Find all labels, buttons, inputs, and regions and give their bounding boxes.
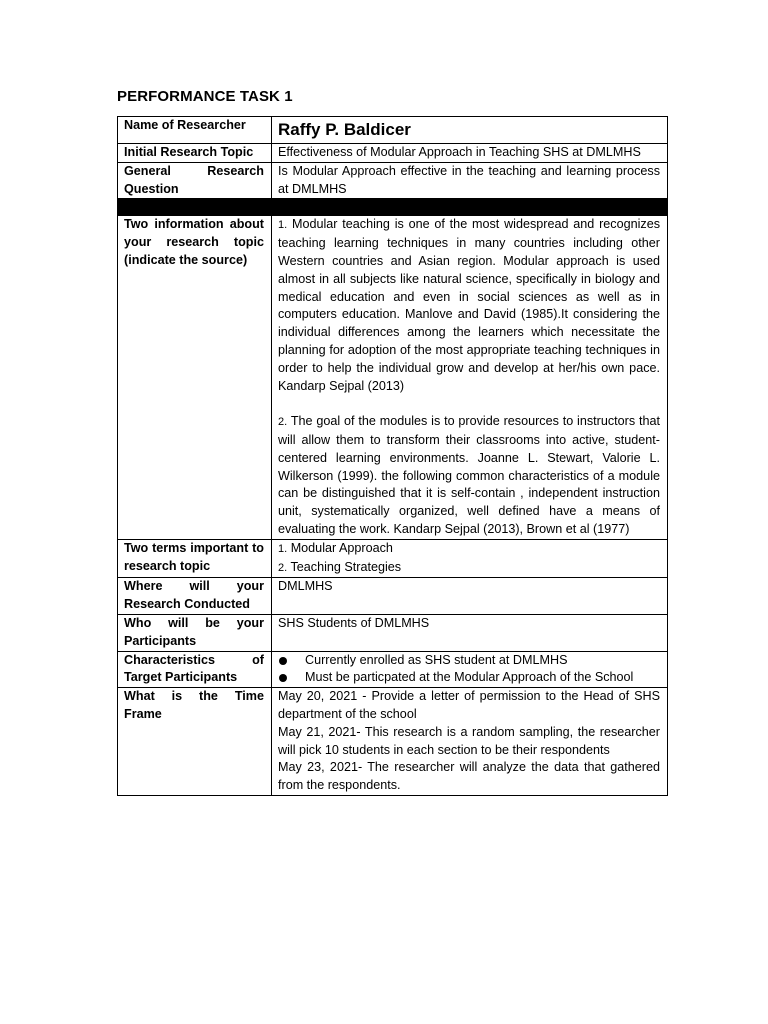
characteristic-text: Currently enrolled as SHS student at DMLMHS: [305, 652, 568, 667]
information-item-2-text: The goal of the modules is to provide resources to instructors that will allow them to transform their classrooms into active, student-centered learning environments. Joanne L. Stewart, Valorie L. Wilkerson (1999). the following common characteristics of a module can be distinguished that it is self-contain , independent instruction unit, systematically organized, well defined have a means of evaluating the work. Kandarp Sejpal (2013), Brown et al (1977): [278, 414, 660, 536]
row-two-terms: [118, 539, 668, 578]
row-initial-research-topic: [118, 144, 668, 163]
bullet-dot-icon: [279, 674, 287, 682]
black-divider: [118, 199, 668, 216]
value-general-research-question: Is Modular Approach effective in the teaching and learning process at DMLMHS: [272, 162, 668, 199]
characteristic-item: [278, 669, 660, 687]
label-two-information: Two information about your research topic (indicate the source): [118, 216, 272, 539]
information-item-1-number: 1.: [278, 219, 288, 232]
page-title: PERFORMANCE TASK 1: [117, 88, 293, 105]
value-time-frame: [272, 688, 668, 796]
characteristic-item: [278, 652, 660, 670]
timeframe-entry: May 23, 2021- The researcher will analyze the data that gathered from the respondents.: [278, 760, 660, 793]
label-general-research-question: General Research Question: [118, 162, 272, 199]
label-participants: Who will be your Participants: [118, 614, 272, 651]
characteristics-list: [278, 652, 660, 688]
term-item-2-number: 2.: [278, 561, 288, 574]
label-two-terms: Two terms important to research topic: [118, 539, 272, 578]
value-participants: SHS Students of DMLMHS: [272, 614, 668, 651]
row-general-research-question: [118, 162, 668, 199]
label-characteristics: Characteristics of Target Participants: [118, 651, 272, 688]
value-characteristics: [272, 651, 668, 688]
label-initial-research-topic: Initial Research Topic: [118, 144, 272, 163]
black-divider-row: [118, 199, 668, 216]
row-name-of-researcher: [118, 117, 668, 144]
value-initial-research-topic: Effectiveness of Modular Approach in Teaching SHS at DMLMHS: [272, 144, 668, 163]
term-item-1: [278, 540, 660, 559]
researcher-name: Raffy P. Baldicer: [278, 120, 411, 139]
value-two-information: [272, 216, 668, 539]
value-two-terms: [272, 539, 668, 578]
term-item-2: [278, 559, 660, 578]
row-participants: [118, 614, 668, 651]
information-item-2: [278, 413, 660, 539]
term-item-2-text: Teaching Strategies: [290, 559, 402, 574]
value-where-conducted: DMLMHS: [272, 578, 668, 615]
label-time-frame: What is the Time Frame: [118, 688, 272, 796]
row-where-conducted: [118, 578, 668, 615]
paragraph-gap: [278, 395, 660, 413]
timeframe-entry: May 20, 2021 - Provide a letter of permission to the Head of SHS department of the school: [278, 689, 660, 721]
information-item-1-text: Modular teaching is one of the most widespread and recognizes teaching learning techniques in many countries including other Western countries and Asian region. Modular approach is used almost in all subjects like natural science, specifically in biology and medical education and even in social sciences as well as in computers education. Manlove and David (1985).It considering the individual differences among the learners which necessitate the planning for adoption of the most appropriate teaching techniques in order to help the individual grow and develop at her/his own pace. Kandarp Sejpal (2013): [278, 217, 660, 393]
information-item-1: [278, 216, 660, 395]
term-item-1-text: Modular Approach: [290, 540, 393, 555]
row-characteristics: [118, 651, 668, 688]
term-item-1-number: 1.: [278, 542, 288, 555]
information-item-2-number: 2.: [278, 416, 288, 429]
label-where-conducted: Where will your Research Conducted: [118, 578, 272, 615]
characteristic-text: Must be particpated at the Modular Approach of the School: [305, 670, 634, 685]
row-time-frame: [118, 688, 668, 796]
research-table: [117, 116, 668, 796]
bullet-dot-icon: [279, 657, 287, 665]
value-name-of-researcher: [272, 117, 668, 144]
timeframe-entry: May 21, 2021- This research is a random sampling, the researcher will pick 10 students in each section to be their respondents: [278, 724, 660, 757]
label-name-of-researcher: Name of Researcher: [118, 117, 272, 144]
row-two-information: [118, 216, 668, 539]
